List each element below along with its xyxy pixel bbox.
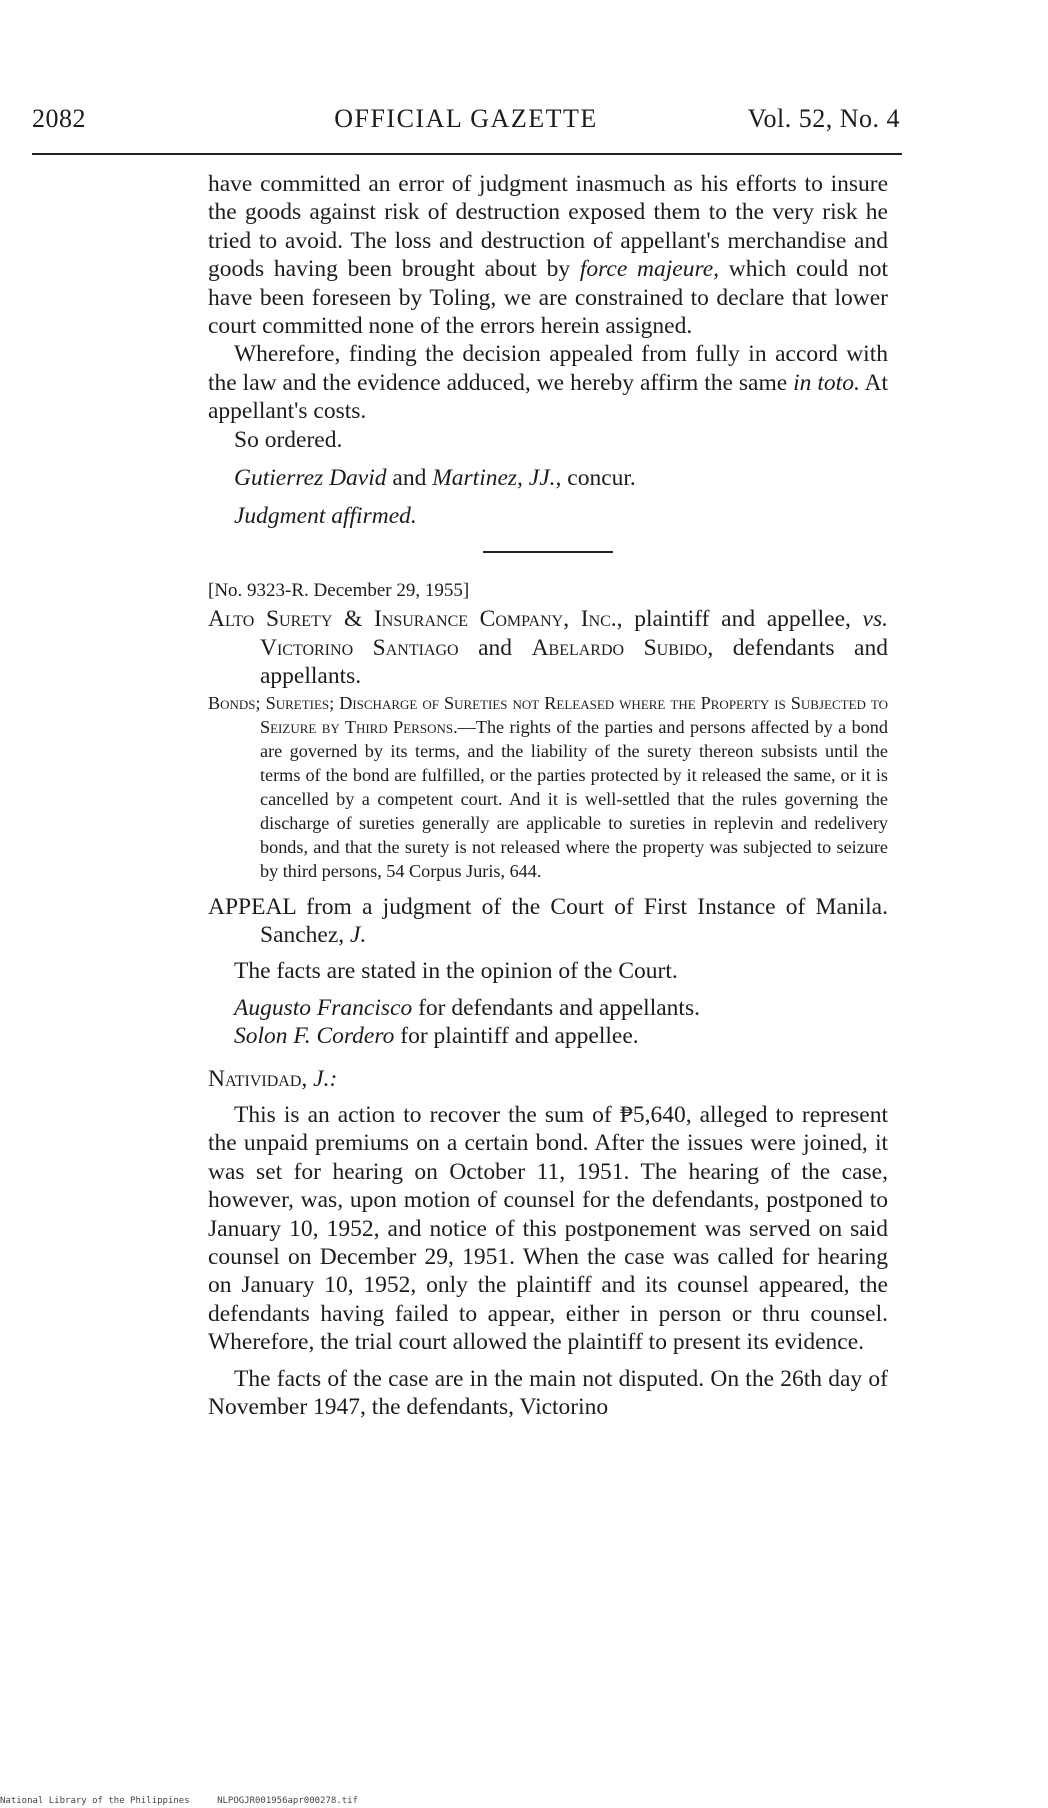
italic-text: in toto. <box>793 369 860 396</box>
page-header <box>32 104 900 144</box>
text: APPEAL <box>208 893 296 920</box>
party-name: Victorino Santiago <box>260 634 459 661</box>
counsel-name: Solon F. Cordero <box>234 1023 395 1050</box>
counsel-name: Augusto Francisco <box>234 994 413 1021</box>
appeal-line <box>208 893 888 950</box>
library-credit: National Library of the Philippines <box>0 1796 190 1806</box>
scan-footer <box>0 1796 380 1806</box>
syllabus <box>208 691 888 883</box>
ponente <box>208 1065 888 1093</box>
italic-text: force majeure, <box>579 256 720 283</box>
page-body <box>208 170 888 1421</box>
header-rule <box>32 153 902 155</box>
paragraph-action: This is an action to recover the sum of ₱5,640, alleged to represent the unpaid premiums on a certain bond. After the issues were joined, it was set for hearing on October 11, 1951. The hearing of the case, however, was, upon motion of counsel for the defendants, postponed to January 10, 1952, and notice of this postponement was served on said counsel on December 29, 1951. When the case was called for hearing on January 10, 1952, only the plaintiff and its counsel appeared, the defendants having failed to appear, either in person or thru counsel. Wherefore, the trial court allowed the plaintiff to present its evidence. <box>208 1101 888 1356</box>
so-ordered: So ordered. <box>234 426 343 453</box>
facts-stated: The facts are stated in the opinion of the Court. <box>234 958 678 985</box>
text: and <box>386 465 433 492</box>
publication-title: OFFICIAL GAZETTE <box>334 104 598 133</box>
paragraph-errors <box>208 170 888 340</box>
italic-text: J.: <box>307 1065 338 1092</box>
italic-text: J. <box>350 921 367 948</box>
section-divider <box>483 551 613 553</box>
concurring-justices <box>208 464 888 492</box>
syllabus-text: —The rights of the parties and persons affected by a bond are governed by its terms, and the liability of the surety thereon subsists until the terms of the bond are fulfilled, or the parties protected by it released the same, or it is cancelled by a competent court. And it is well-settled that the rules governing the discharge of sureties generally are applicable to sureties in replevin and redelivery bonds, and that the surety is not released where the property was subjected to seizure by third persons, 54 Corpus Juris, 644. <box>260 716 888 881</box>
page-number: 2082 <box>32 104 86 133</box>
paragraph-facts: The facts of the case are in the main not disputed. On the 26th day of November 1947, the defendants, Victorino <box>208 1365 888 1420</box>
judgment-status: Judgment affirmed. <box>234 503 417 530</box>
paragraph-wherefore <box>208 340 888 425</box>
text: have committed an error of judgment inasmuch as his efforts to insure the goods against risk of destruction exposed them to the very risk he tried to avoid. The loss and destruction of appellant's merchandise and goods having been brought about by <box>208 171 888 283</box>
justice-name: Martinez, JJ., <box>432 465 562 492</box>
text: concur. <box>561 465 636 492</box>
volume-number: Vol. 52, No. 4 <box>747 104 900 133</box>
justice-name: Natividad, <box>208 1065 308 1092</box>
syllabus-heading: Bonds; Sureties; Discharge of Sureties not Released where the Property is Subjected to Seizure by Third Persons. <box>208 692 888 737</box>
text: from a judgment of the Court of First Instance of Manila. Sanchez, <box>260 893 888 948</box>
italic-text: vs. <box>862 606 888 633</box>
text: Wherefore, finding the decision appealed from fully in accord with the law and the evidence adduced, we hereby affirm the same <box>208 341 888 396</box>
counsel-plaintiff <box>208 1022 888 1050</box>
text: defendants and appellants. <box>260 634 888 690</box>
text: for defendants and appellants. <box>412 994 700 1021</box>
party-name: Alto Surety & Insurance Company, Inc., <box>208 606 623 633</box>
text: and <box>458 634 532 661</box>
case-number: [No. 9323-R. December 29, 1955] <box>208 579 470 601</box>
text: At appellant's costs. <box>208 369 888 425</box>
text: which could not have been foreseen by Toling, we are constrained to declare that lower court committed none of the errors herein assigned. <box>208 256 888 340</box>
justice-name: Gutierrez David <box>234 465 387 492</box>
case-title <box>208 605 888 690</box>
counsel-defendants <box>208 994 888 1022</box>
text: for plaintiff and appellee. <box>394 1023 639 1050</box>
party-name: Abelardo Subido, <box>531 634 714 661</box>
file-name: NLPOGJR001956apr000278.tif <box>217 1796 358 1806</box>
text: plaintiff and appellee, <box>622 606 863 633</box>
